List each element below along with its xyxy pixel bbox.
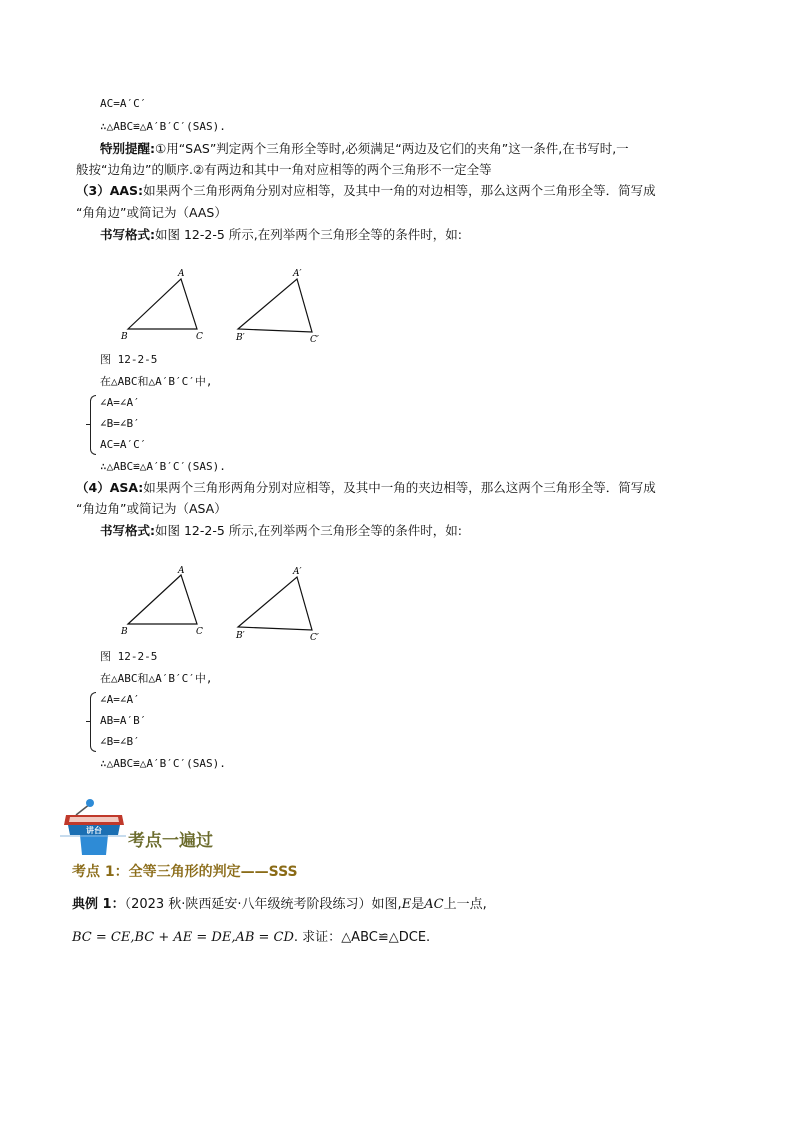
asa-label: （4）ASA:: [76, 480, 144, 495]
label-a2: A′: [293, 269, 302, 279]
aas-figure-caption: 图 12-2-5: [100, 353, 158, 366]
asa-line-2: “角边角”或简记为（ASA）: [76, 501, 227, 516]
badge-text: 讲台: [86, 826, 102, 835]
label-b2: B′: [236, 631, 245, 641]
aas-cond-1: ∠A=∠A′: [100, 396, 140, 409]
segment-ac: AC: [424, 897, 444, 912]
label-c2: C′: [310, 633, 319, 643]
aas-conclusion: ∴△ABC≌△A′B′C′(SAS).: [100, 460, 226, 473]
triangle-a2b2c2: [238, 577, 312, 630]
aas-triangles-figure: [118, 265, 328, 347]
label-c: C: [196, 332, 203, 342]
example-1-source: （2023 秋·陕西延安·八年级统考阶段练习）如图,: [124, 897, 402, 912]
label-c: C: [196, 627, 203, 637]
aas-line-1: [76, 183, 656, 199]
sas-condition-line: AC=A′C′: [100, 97, 147, 110]
example-1-tail-pre: 是: [411, 897, 425, 912]
example-1-tail-post: 上一点,: [443, 897, 487, 912]
asa-triangles-figure: [118, 563, 328, 645]
asa-cond-3: ∠B=∠B′: [100, 735, 140, 748]
asa-conclusion: ∴△ABC≌△A′B′C′(SAS).: [100, 757, 226, 770]
podium-icon: [60, 795, 130, 857]
label-a2: A′: [293, 567, 302, 577]
aas-in-line: 在△ABC和△A′B′C′中,: [100, 375, 213, 388]
example-1-label: 典例 1：: [72, 897, 125, 912]
aas-brace-tip: [86, 424, 90, 425]
aas-format-label: 书写格式:: [100, 227, 155, 242]
label-c2: C′: [310, 335, 319, 345]
sas-conclusion: ∴△ABC≌△A′B′C′(SAS).: [100, 120, 226, 133]
aas-format-text: 如图 12-2-5 所示,在列举两个三角形全等的条件时，如:: [155, 227, 462, 242]
reminder-line-2: 般按“边角边”的顺序.②有两边和其中一角对应相等的两个三角形不一定全等: [76, 162, 492, 177]
asa-brace: [90, 692, 96, 752]
aas-cond-3: AC=A′C′: [100, 438, 147, 451]
example-1-prove-label: . 求证：: [293, 930, 342, 945]
asa-brace-tip: [86, 721, 90, 722]
reminder-text-1: ①用“SAS”判定两个三角形全等时,必须满足“两边及它们的夹角”这一条件,在书写时,一: [155, 141, 629, 156]
point-e: E: [401, 897, 412, 912]
triangle-a2b2c2: [238, 279, 312, 332]
asa-format-label: 书写格式:: [100, 523, 155, 538]
aas-cond-2: ∠B=∠B′: [100, 417, 140, 430]
aas-label: （3）AAS:: [76, 183, 144, 198]
reminder-label: 特别提醒:: [100, 141, 155, 156]
kaodian-title: 考点 1：全等三角形的判定——SSS: [72, 864, 298, 880]
asa-format-text: 如图 12-2-5 所示,在列举两个三角形全等的条件时，如:: [155, 523, 462, 538]
asa-figure-caption: 图 12-2-5: [100, 650, 158, 663]
reminder-line-1: [100, 141, 629, 157]
label-b2: B′: [236, 333, 245, 343]
label-a: A: [178, 269, 185, 279]
asa-line-1: [76, 480, 656, 496]
aas-brace: [90, 395, 96, 455]
section-title: 考点一遍过: [128, 831, 213, 851]
label-b: B: [121, 627, 128, 637]
triangle-abc: [128, 575, 197, 624]
asa-cond-1: ∠A=∠A′: [100, 693, 140, 706]
example-1-formula: BC = CE,BC + AE = DE,AB = CD: [72, 930, 294, 945]
aas-text-1: 如果两个三角形两角分别对应相等，及其中一角的对边相等，那么这两个三角形全等．简写成: [143, 183, 656, 198]
triangle-abc: [128, 279, 197, 329]
aas-line-2: “角角边”或简记为（AAS）: [76, 205, 227, 220]
aas-format-line: [100, 227, 462, 243]
label-b: B: [121, 332, 128, 342]
asa-format-line: [100, 523, 462, 539]
label-a: A: [178, 566, 185, 576]
asa-cond-2: AB=A′B′: [100, 714, 147, 727]
asa-in-line: 在△ABC和△A′B′C′中,: [100, 672, 213, 685]
example-1-line-1: [72, 897, 487, 913]
example-1-line-2: [72, 930, 430, 946]
asa-text-1: 如果两个三角形两角分别对应相等，及其中一角的夹边相等，那么这两个三角形全等．简写成: [143, 480, 656, 495]
example-1-prove: △ABC≌△DCE.: [341, 930, 431, 945]
